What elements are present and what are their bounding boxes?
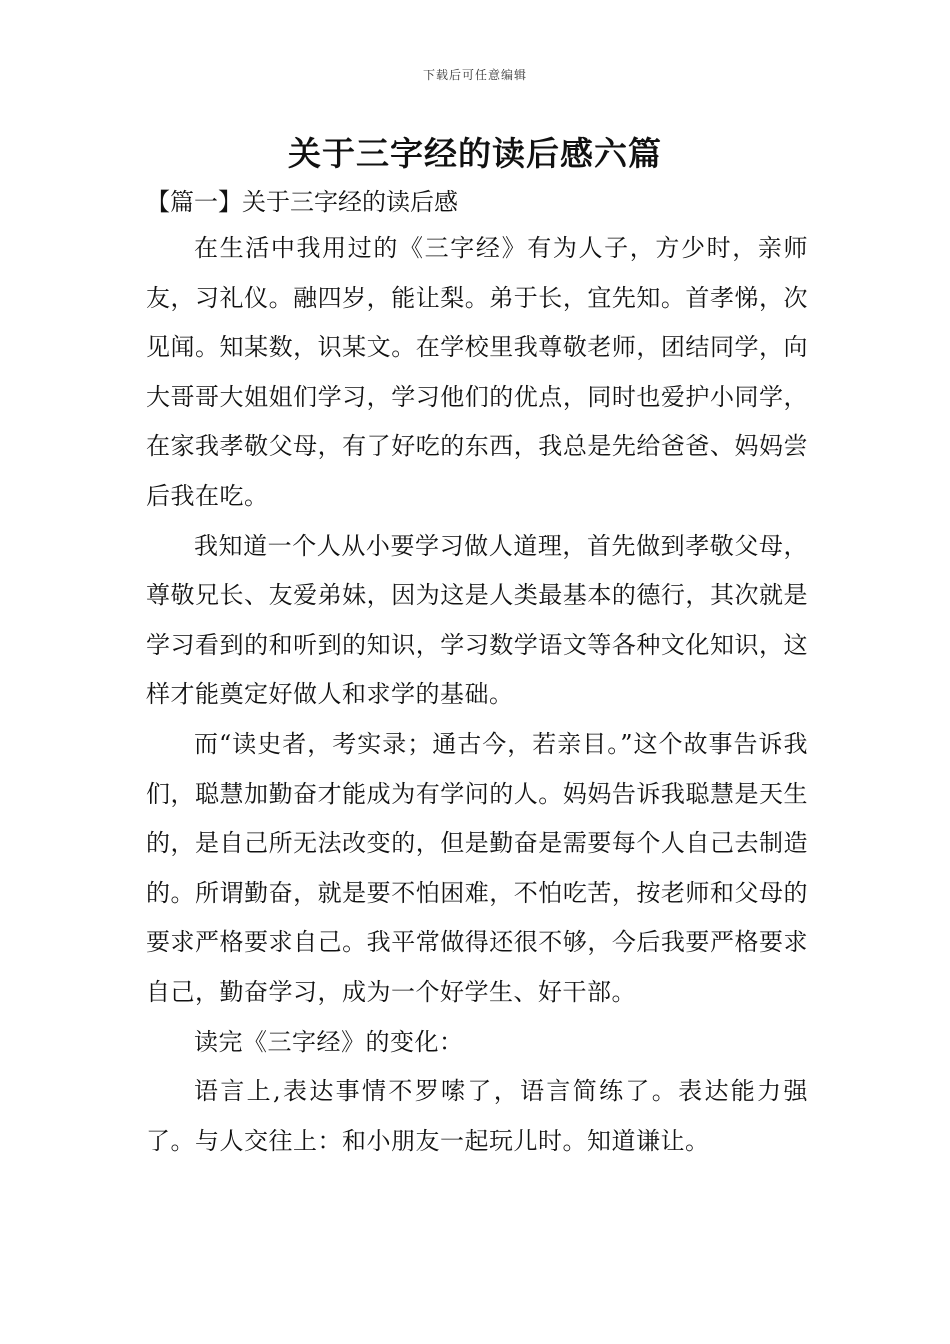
document-title: 关于三字经的读后感六篇 bbox=[288, 134, 662, 173]
paragraph: 语言上,表达事情不罗嗦了，语言简练了。表达能力强了。与人交往上：和小朋友一起玩儿时。知道谦让。 bbox=[146, 1077, 808, 1155]
paragraph: 而“读史者，考实录；通古今，若亲目。”这个故事告诉我们，聪慧加勤奋才能成为有学问的人。妈妈告诉我聪慧是天生的，是自己所无法改变的，但是勤奋是需要每个人自己去制造的。所谓勤奋，就是要不怕困难，不怕吃苦，按老师和父母的要求严格要求自己。我平常做得还很不够，今后我要严格要求自己，勤奋学习，成为一个好学生、好干部。 bbox=[146, 729, 808, 1006]
header-note: 下载后可任意编辑 bbox=[422, 68, 527, 82]
paragraph: 读完《三字经》的变化： bbox=[194, 1027, 464, 1056]
paragraph: 在生活中我用过的《三字经》有为人子，方少时，亲师友，习礼仪。融四岁，能让梨。弟于长，宜先知。首孝悌，次见闻。知某数，识某文。在学校里我尊敬老师，团结同学，向大哥哥大姐姐们学习，学习他们的优点，同时也爱护小同学，在家我孝敬父母，有了好吃的东西，我总是先给爸爸、妈妈尝后我在吃。 bbox=[146, 234, 808, 510]
paragraph: 我知道一个人从小要学习做人道理，首先做到孝敬父母，尊敬兄长、友爱弟妹，因为这是人类最基本的德行，其次就是学习看到的和听到的知识，学习数学语文等各种文化知识，这样才能奠定好做人和求学的基础。 bbox=[146, 531, 808, 709]
body-text bbox=[146, 224, 808, 1166]
section-heading: 【篇一】关于三字经的读后感 bbox=[146, 188, 458, 216]
